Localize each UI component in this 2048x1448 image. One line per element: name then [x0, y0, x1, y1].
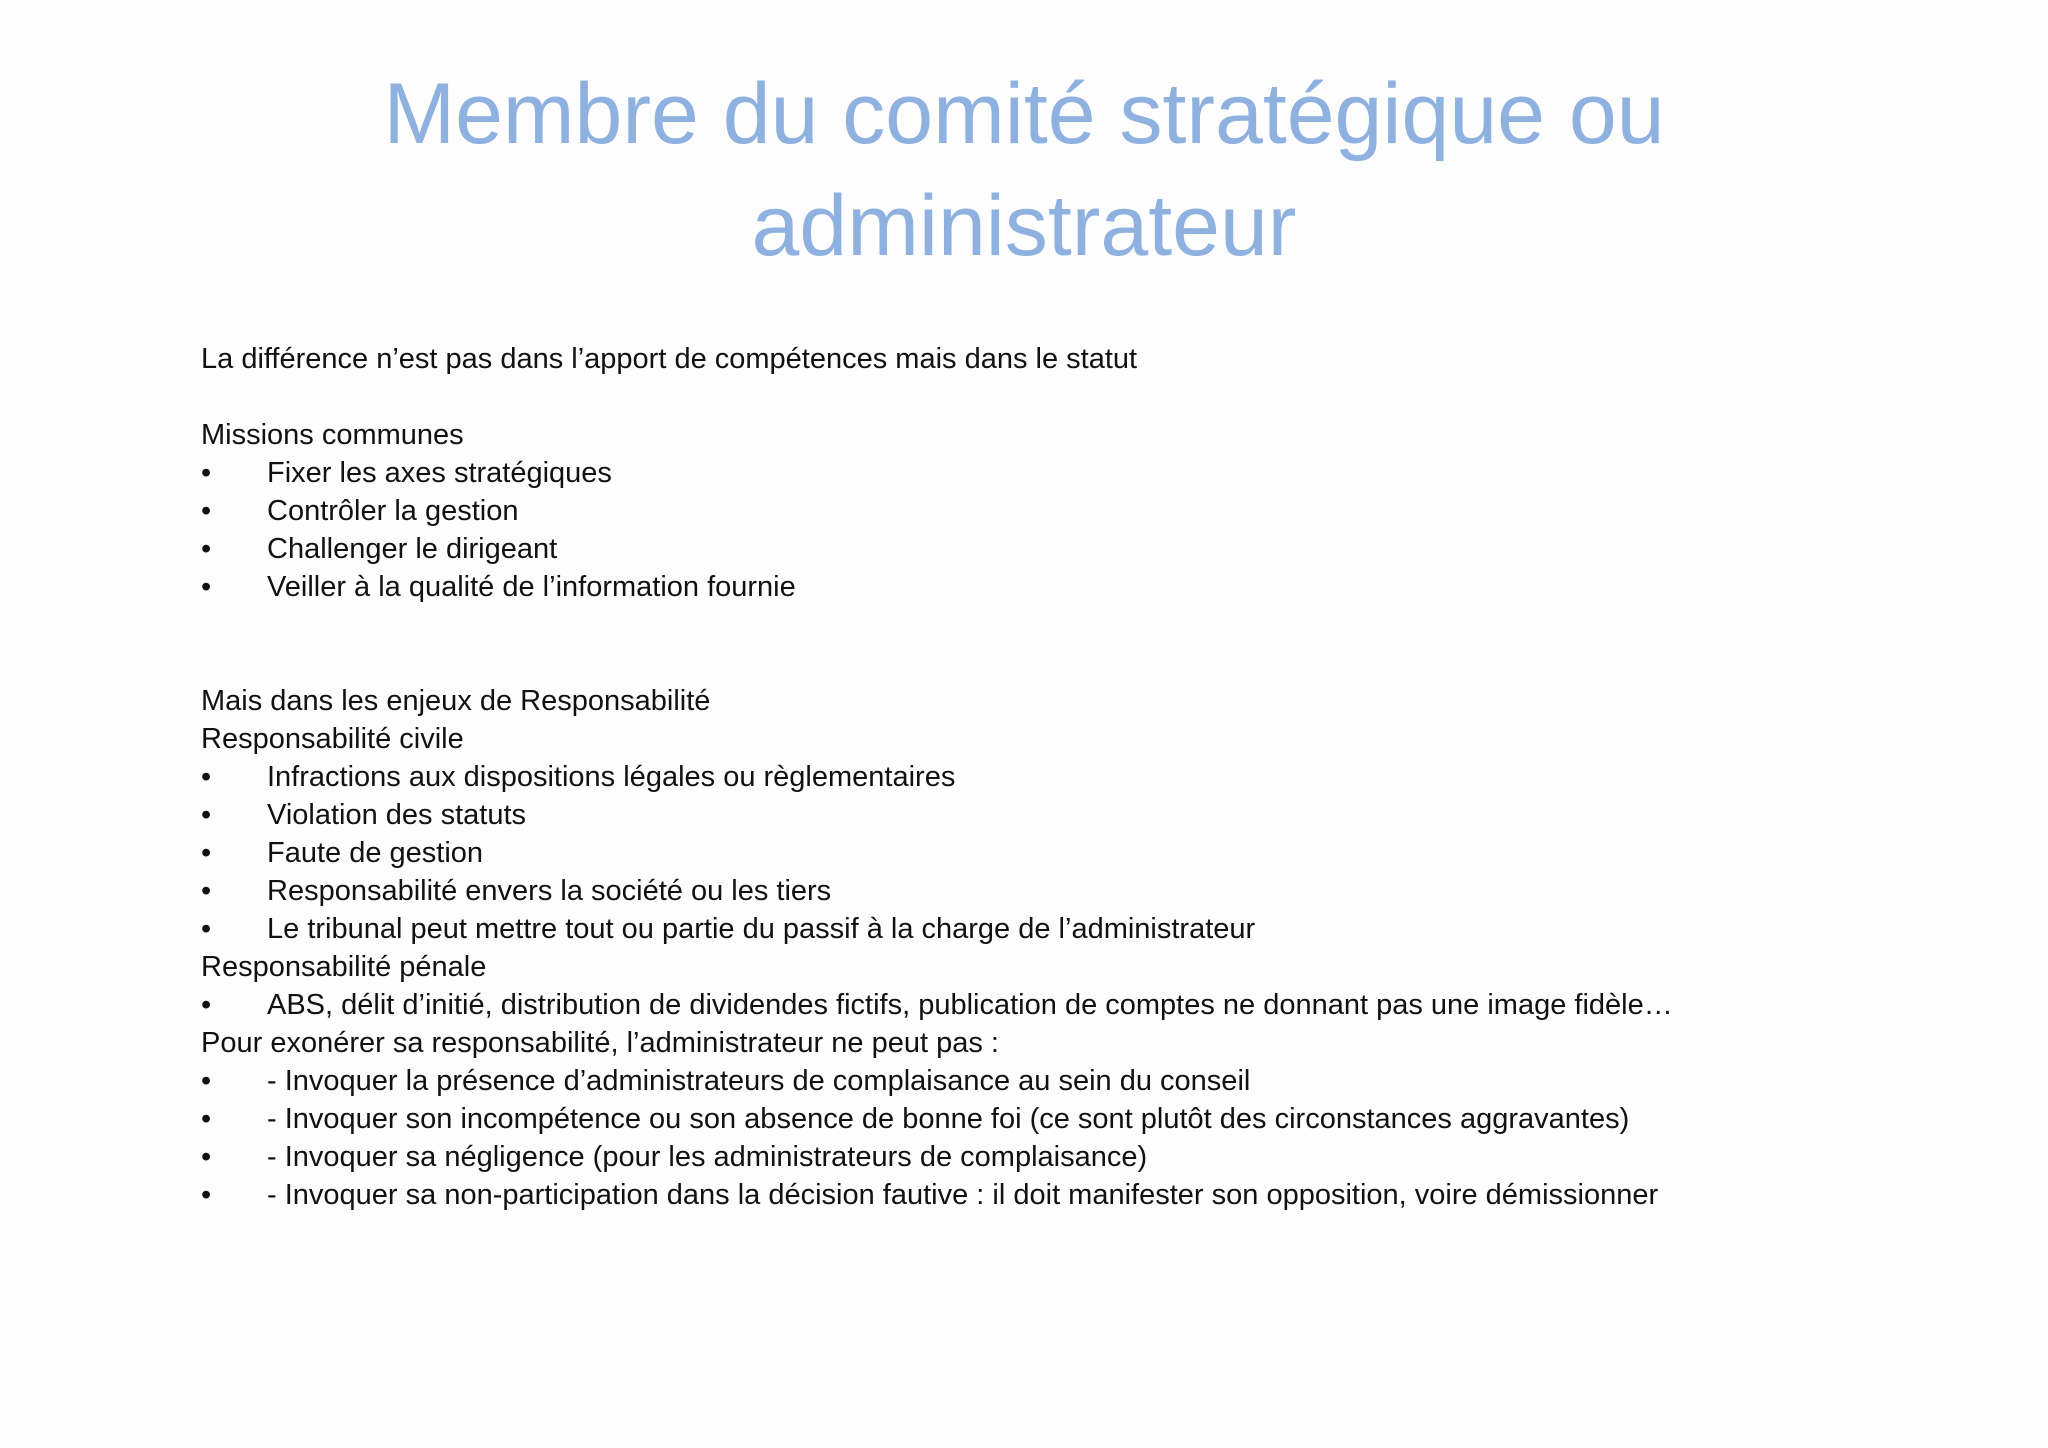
slide-body [201, 340, 1961, 1214]
civile-list [201, 758, 1961, 948]
bullet-icon: • [201, 495, 212, 527]
bullet-icon: • [201, 1179, 212, 1211]
bullet-icon: • [201, 761, 212, 793]
missions-heading: Missions communes [201, 419, 464, 451]
slide-title-line-1: Membre du comité stratégique ou [383, 66, 1665, 162]
list-item [201, 1100, 1961, 1138]
bullet-icon: • [201, 913, 212, 945]
list-item [201, 834, 1961, 872]
list-item-text: Challenger le dirigeant [267, 533, 558, 565]
exonerer-list [201, 1062, 1961, 1214]
list-item-text: Responsabilité envers la société ou les tiers [267, 875, 832, 907]
penale-heading: Responsabilité pénale [201, 951, 487, 983]
bullet-icon: • [201, 533, 212, 565]
missions-list [201, 454, 1961, 606]
list-item-text: Faute de gestion [267, 837, 484, 869]
list-item [201, 910, 1961, 948]
list-item-text: Violation des statuts [267, 799, 527, 831]
spacer [201, 378, 1961, 416]
list-item-text: - Invoquer sa négligence (pour les administrateurs de complaisance) [267, 1141, 1148, 1173]
list-item [201, 1176, 1961, 1214]
bullet-icon: • [201, 571, 212, 603]
list-item [201, 568, 1961, 606]
list-item-text: Le tribunal peut mettre tout ou partie du passif à la charge de l’administrateur [267, 913, 1256, 945]
list-item [201, 986, 1961, 1024]
list-item [201, 796, 1961, 834]
bullet-icon: • [201, 1141, 212, 1173]
intro-text: La différence n’est pas dans l’apport de compétences mais dans le statut [201, 343, 1138, 375]
bullet-icon: • [201, 457, 212, 489]
list-item-text: - Invoquer sa non-participation dans la décision fautive : il doit manifester son opposition, voire démissionner [267, 1179, 1659, 1211]
list-item-text: Fixer les axes stratégiques [267, 457, 612, 489]
list-item [201, 1138, 1961, 1176]
list-item-text: Infractions aux dispositions légales ou règlementaires [267, 761, 956, 793]
list-item [201, 872, 1961, 910]
slide-title-line-2: administrateur [751, 178, 1297, 274]
exonerer-heading: Pour exonérer sa responsabilité, l’administrateur ne peut pas : [201, 1027, 999, 1059]
spacer [201, 606, 1961, 682]
enjeux-heading: Mais dans les enjeux de Responsabilité [201, 685, 711, 717]
bullet-icon: • [201, 989, 212, 1021]
civile-heading: Responsabilité civile [201, 723, 464, 755]
list-item [201, 530, 1961, 568]
list-item [201, 492, 1961, 530]
list-item-text: ABS, délit d’initié, distribution de dividendes fictifs, publication de comptes ne donnant pas une image fidèle… [267, 989, 1673, 1021]
list-item [201, 758, 1961, 796]
penale-list [201, 986, 1961, 1024]
slide-title [0, 58, 2048, 282]
list-item-text: Veiller à la qualité de l’information fournie [267, 571, 796, 603]
bullet-icon: • [201, 837, 212, 869]
list-item-text: Contrôler la gestion [267, 495, 519, 527]
list-item-text: - Invoquer la présence d’administrateurs de complaisance au sein du conseil [267, 1065, 1251, 1097]
bullet-icon: • [201, 1065, 212, 1097]
list-item [201, 1062, 1961, 1100]
bullet-icon: • [201, 1103, 212, 1135]
bullet-icon: • [201, 875, 212, 907]
bullet-icon: • [201, 799, 212, 831]
list-item-text: - Invoquer son incompétence ou son absence de bonne foi (ce sont plutôt des circonstances aggravantes) [267, 1103, 1630, 1135]
list-item [201, 454, 1961, 492]
